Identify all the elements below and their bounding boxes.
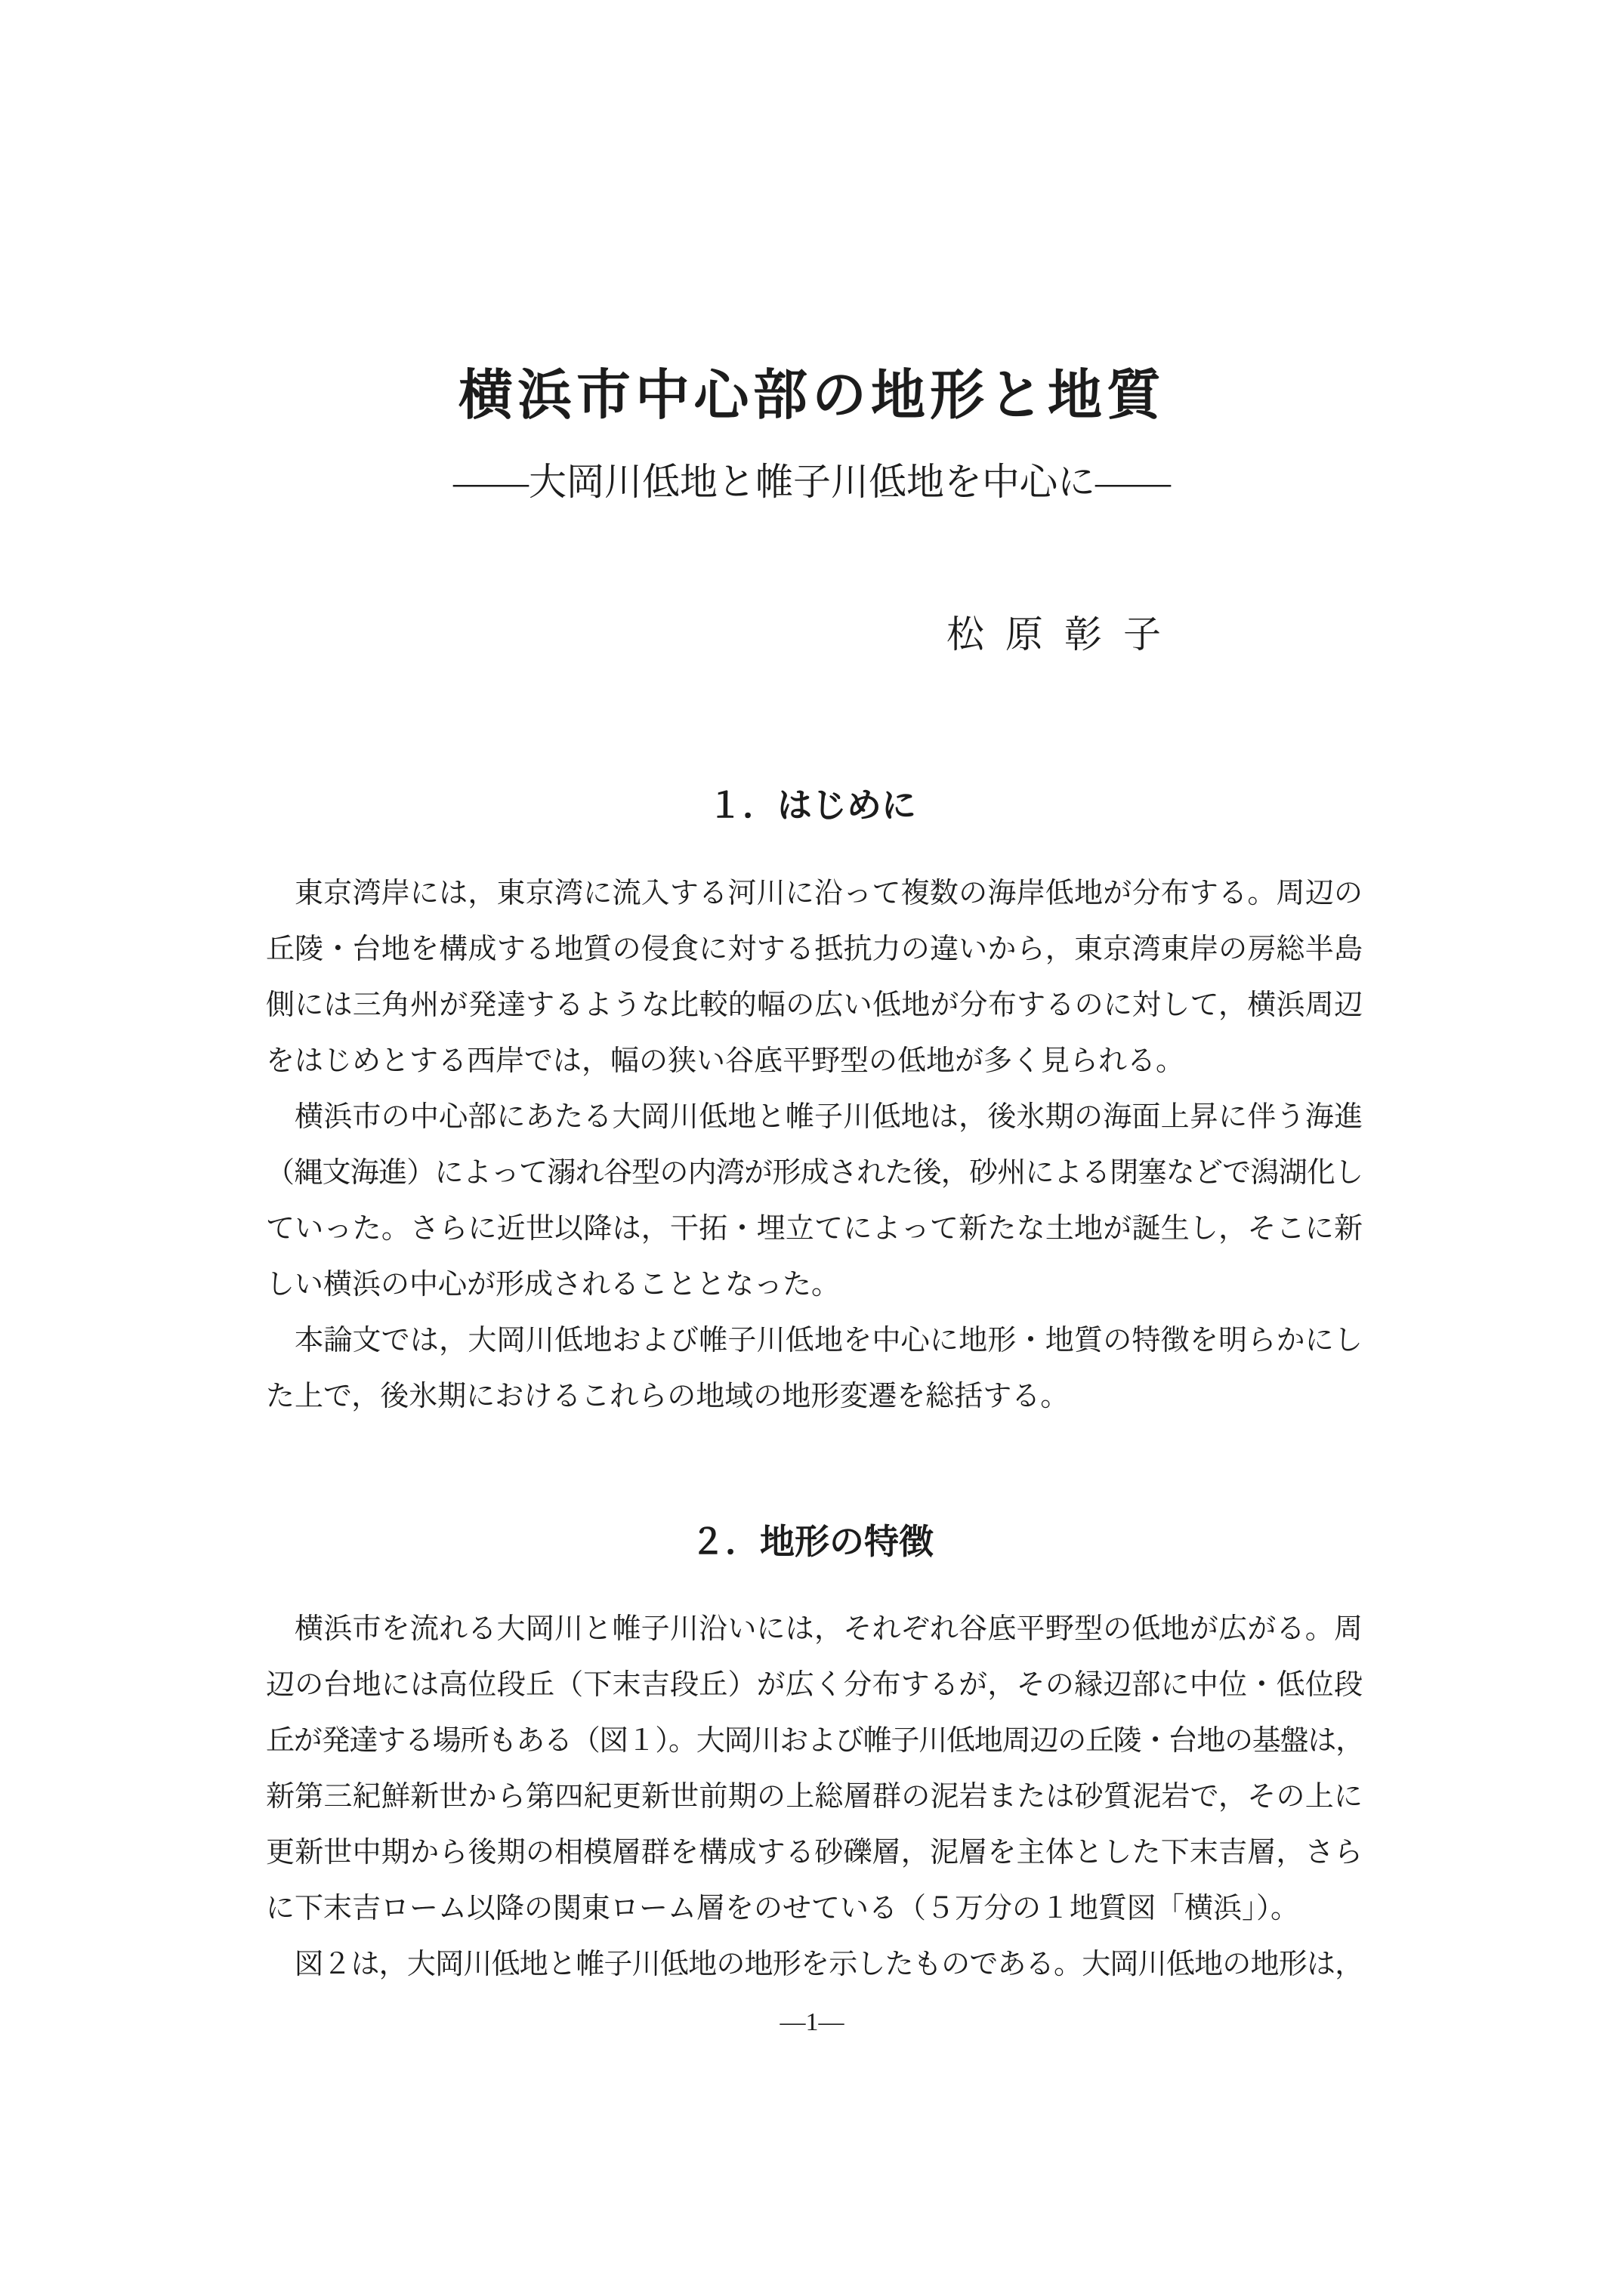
text-line: に下末吉ローム以降の関東ローム層をのせている（５万分の１地質図「横浜」）。 (266, 1893, 1300, 1924)
text-line: 丘が発達する場所もある（図１）。大岡川および帷子川低地周辺の丘陵・台地の基盤は， (266, 1725, 1364, 1757)
section-2-heading: ２．地形の特徴 (690, 1523, 934, 1561)
section-1-heading: １．はじめに (708, 786, 916, 825)
text-line: 本論文では，大岡川低地および帷子川低地を中心に地形・地質の特徴を明らかにし (295, 1325, 1363, 1356)
text-line: （縄文海進）によって溺れ谷型の内湾が形成された後，砂州による閉塞などで潟湖化し (266, 1157, 1363, 1189)
text-line: 東京湾岸には，東京湾に流入する河川に沿って複数の海岸低地が分布する。周辺の (295, 878, 1363, 909)
text-line: 丘陵・台地を構成する地質の侵食に対する抵抗力の違いから，東京湾東岸の房総半島 (266, 934, 1363, 965)
text-line: 更新世中期から後期の相模層群を構成する砂礫層，泥層を主体とした下末吉層，さら (266, 1837, 1363, 1869)
text-line: 横浜市を流れる大岡川と帷子川沿いには，それぞれ谷底平野型の低地が広がる。周 (295, 1613, 1363, 1645)
text-line: しい横浜の中心が形成されることとなった。 (266, 1269, 841, 1301)
section-1-body (266, 866, 1363, 1424)
text-line: 図２は，大岡川低地と帷子川低地の地形を示したものである。大岡川低地の地形は， (295, 1949, 1363, 1980)
page-number: —1— (780, 2008, 844, 2036)
author-name: 松 原 彰 子 (946, 613, 1153, 656)
text-line: 新第三紀鮮新世から第四紀更新世前期の上総層群の泥岩または砂質泥岩で，その上に (266, 1781, 1363, 1813)
text-line: ていった。さらに近世以降は，干拓・埋立てによって新たな土地が誕生し，そこに新 (266, 1213, 1363, 1245)
section-2-body (266, 1601, 1363, 1992)
text-line: をはじめとする西岸では，幅の狭い谷底平野型の低地が多く見られる。 (266, 1045, 1185, 1077)
paper-title: 横浜市中心部の地形と地質 (458, 366, 1166, 426)
text-line: 辺の台地には高位段丘（下末吉段丘）が広く分布するが，その縁辺部に中位・低位段 (266, 1669, 1363, 1701)
paper-subtitle: ——大岡川低地と帷子川低地を中心に—— (453, 461, 1171, 503)
text-line: 横浜市の中心部にあたる大岡川低地と帷子川低地は，後氷期の海面上昇に伴う海進 (295, 1101, 1363, 1133)
text-line: た上で，後氷期におけるこれらの地域の地形変遷を総括する。 (266, 1381, 1070, 1412)
text-line: 側には三角州が発達するような比較的幅の広い低地が分布するのに対して，横浜周辺 (266, 989, 1363, 1021)
